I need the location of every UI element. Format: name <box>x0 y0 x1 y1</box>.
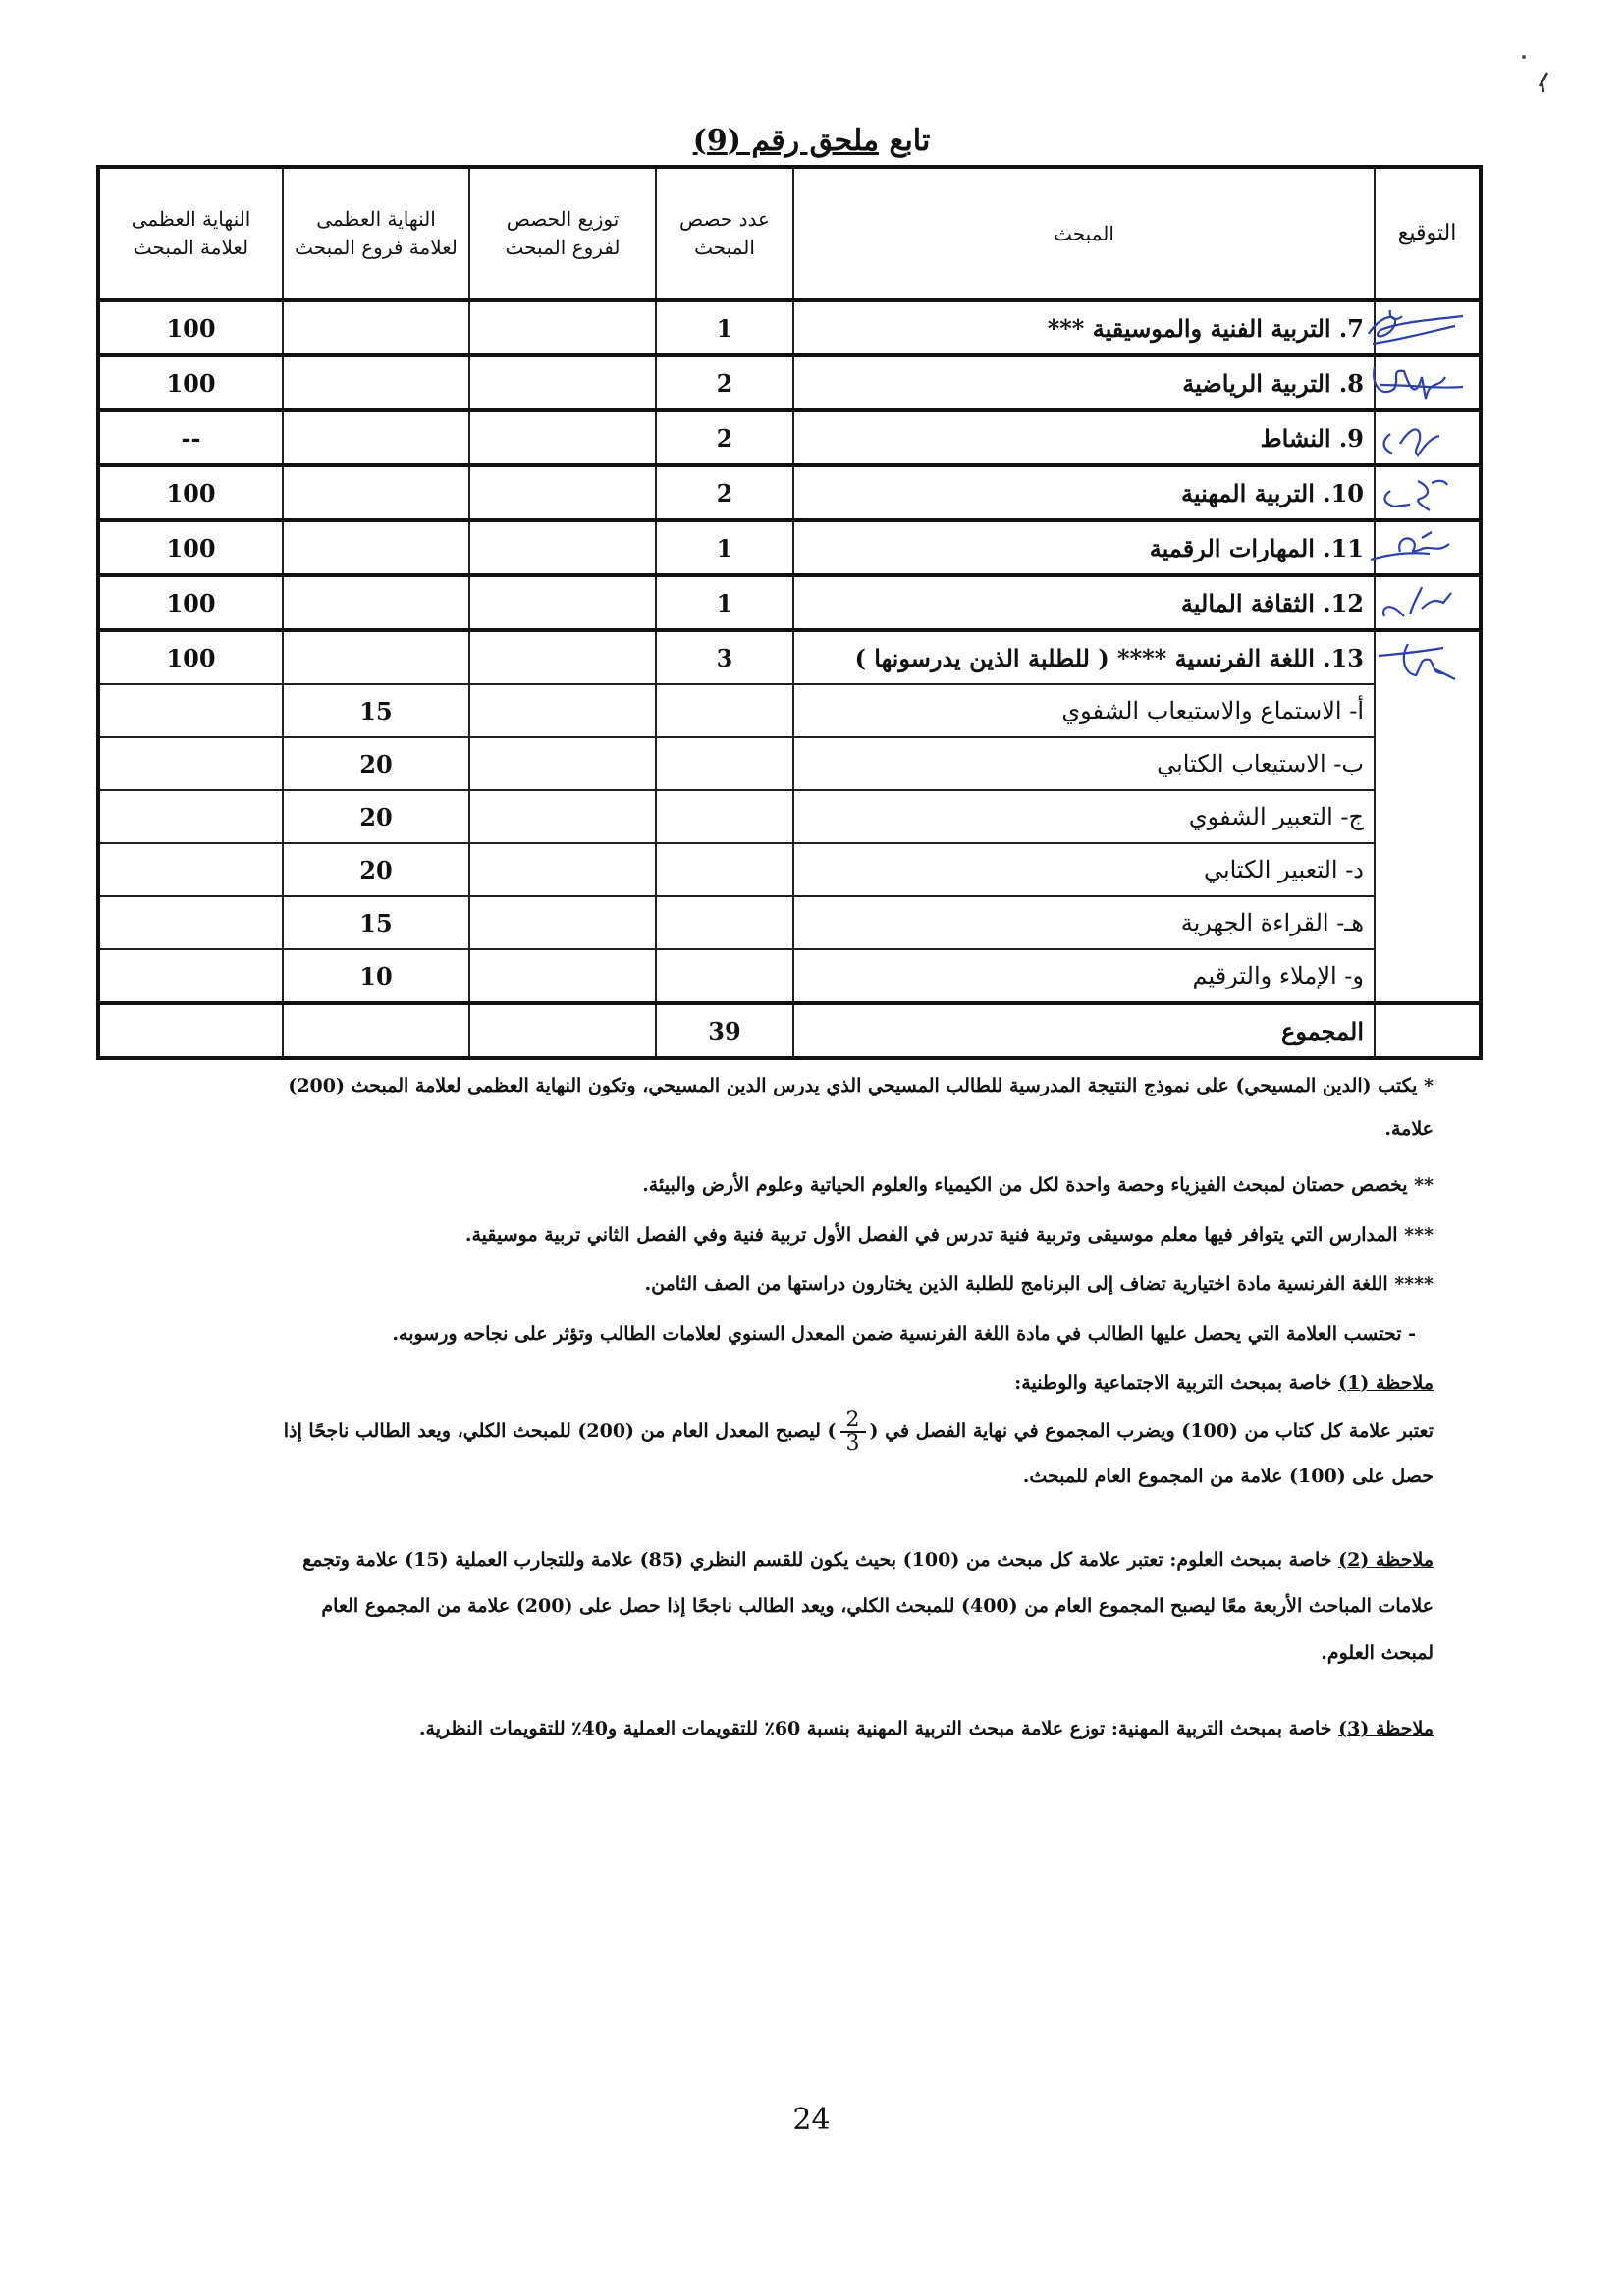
curriculum-table <box>96 165 1483 1060</box>
branch-max-value: 15 <box>283 896 469 949</box>
table-row <box>98 410 1481 465</box>
periods-cell <box>656 949 793 1003</box>
distribution-cell <box>469 300 656 355</box>
remark-3-label: ملاحظة (3) <box>1338 1718 1434 1740</box>
signature-icon <box>1361 524 1469 571</box>
distribution-cell <box>469 790 656 843</box>
remark-3 <box>275 1714 1434 1743</box>
signature-cell <box>1375 520 1481 575</box>
table-row <box>98 843 1481 896</box>
signature-icon <box>1361 469 1469 516</box>
footnote-5: - تحتسب العلامة التي يحصل عليها الطالب في مادة اللغة الفرنسية ضمن المعدل السنوي لعلامات الطالب وتؤثر على نجاحه ورسوبه. <box>392 1322 1416 1345</box>
header-row <box>98 167 1481 300</box>
signature-cell <box>1375 410 1481 465</box>
subject-max-value: 100 <box>98 575 283 630</box>
table-row <box>98 896 1481 949</box>
remark-1-text-a: تعتبر علامة كل كتاب من (100) ويضرب المجموع في نهاية الفصل في ( <box>869 1420 1434 1443</box>
footnote-4: **** اللغة الفرنسية مادة اختيارية تضاف إلى البرنامج للطلبة الذين يختارون دراستها من الصف الثامن. <box>644 1273 1434 1296</box>
header-subject-max: النهاية العظمى لعلامة المبحث <box>98 167 283 300</box>
branch-max-value: 10 <box>283 949 469 1003</box>
header-subject: المبحث <box>793 167 1375 300</box>
periods-cell <box>656 843 793 896</box>
subject-name: 11. المهارات الرقمية <box>793 520 1375 575</box>
periods-cell <box>656 790 793 843</box>
remark-1-text <box>275 1410 1434 1500</box>
table-row <box>98 300 1481 355</box>
periods-value: 1 <box>656 575 793 630</box>
distribution-cell <box>469 355 656 410</box>
subject-name: 12. الثقافة المالية <box>793 575 1375 630</box>
header-distribution: توزيع الحصص لفروع المبحث <box>469 167 656 300</box>
table-row <box>98 790 1481 843</box>
distribution-cell <box>469 1003 656 1058</box>
footnote-2: ** يخصص حصتان لمبحث الفيزياء وحصة واحدة لكل من الكيمياء والعلوم الحياتية وعلوم الأرض والبيئة. <box>642 1174 1434 1197</box>
branch-name: هـ- القراءة الجهرية <box>793 896 1375 949</box>
branch-name: ج- التعبير الشفوي <box>793 790 1375 843</box>
header-signature: التوقيع <box>1375 167 1481 300</box>
subject-max-value: -- <box>98 410 283 465</box>
distribution-cell <box>469 465 656 520</box>
table-row <box>98 684 1481 737</box>
branch-max-value: 20 <box>283 843 469 896</box>
branch-name: أ- الاستماع والاستيعاب الشفوي <box>793 684 1375 737</box>
branch-max-value: 20 <box>283 790 469 843</box>
header-branch-max: النهاية العظمى لعلامة فروع المبحث <box>283 167 469 300</box>
periods-cell <box>656 737 793 790</box>
table-row <box>98 520 1481 575</box>
signature-cell <box>1375 300 1481 355</box>
signature-icon <box>1361 359 1469 406</box>
title-main: ملحق رقم (9) <box>692 124 880 158</box>
subject-max-cell <box>98 737 283 790</box>
remark-2-label: ملاحظة (2) <box>1338 1548 1434 1571</box>
signature-cell <box>1375 355 1481 410</box>
subject-max-cell <box>98 896 283 949</box>
signature-icon <box>1361 304 1469 351</box>
page-title <box>0 124 1623 158</box>
subject-name: 8. التربية الرياضية <box>793 355 1375 410</box>
distribution-cell <box>469 575 656 630</box>
distribution-cell <box>469 737 656 790</box>
subject-name: 13. اللغة الفرنسية **** ( للطلبة الذين يدرسونها ) <box>793 630 1375 684</box>
signature-cell <box>1375 575 1481 630</box>
subject-max-cell <box>98 949 283 1003</box>
table-row <box>98 949 1481 1003</box>
branch-max-cell <box>283 1003 469 1058</box>
table-row <box>98 630 1481 684</box>
subject-name: 9. النشاط <box>793 410 1375 465</box>
signature-icon <box>1361 414 1469 461</box>
branch-max-cell <box>283 630 469 684</box>
table-row <box>98 737 1481 790</box>
subject-max-value: 100 <box>98 630 283 684</box>
periods-value: 1 <box>656 300 793 355</box>
remark-2 <box>275 1537 1434 1678</box>
periods-value: 1 <box>656 520 793 575</box>
signature-cell <box>1375 465 1481 520</box>
periods-cell <box>656 684 793 737</box>
remark-1-heading <box>275 1368 1434 1398</box>
branch-max-cell <box>283 520 469 575</box>
subject-max-cell <box>98 790 283 843</box>
distribution-cell <box>469 684 656 737</box>
subject-max-cell <box>98 1003 283 1058</box>
title-prefix: تابع <box>889 124 931 158</box>
table-row <box>98 575 1481 630</box>
scan-speck-icon <box>1512 51 1571 110</box>
fraction-denominator: 3 <box>845 1431 860 1457</box>
fraction-numerator: 2 <box>840 1410 866 1433</box>
distribution-cell <box>469 630 656 684</box>
remark-2-text: خاصة بمبحث العلوم: تعتبر علامة كل مبحث من (100) بحيث يكون للقسم النظري (85) علامة وللتجارب العملية (15) علامة وتجمع علامات المباحث الأربعة معًا ليصبح المجموع العام من (400) للمبحث الكلي، ويعد الطالب ناجحًا إذا حصل على (200) علامة من المجموع العام لمبحث العلوم. <box>302 1548 1434 1664</box>
page-number: 24 <box>792 2103 831 2137</box>
branch-max-cell <box>283 355 469 410</box>
footnotes <box>275 1065 1434 1764</box>
periods-value: 3 <box>656 630 793 684</box>
branch-name: د- التعبير الكتابي <box>793 843 1375 896</box>
footnote-1: * يكتب (الدين المسيحي) على نموذج النتيجة المدرسية للطالب المسيحي الذي يدرس الدين المسيحي، وتكون النهاية العظمى لعلامة المبحث (200) علامة. <box>288 1075 1434 1140</box>
footnote-3: *** المدارس التي يتوافر فيها معلم موسيقى وتربية فنية تدرس في الفصل الأول تربية فنية وفي الفصل الثاني تربية موسيقية. <box>464 1223 1434 1246</box>
distribution-cell <box>469 410 656 465</box>
periods-value: 2 <box>656 355 793 410</box>
branch-max-value: 15 <box>283 684 469 737</box>
subject-max-value: 100 <box>98 465 283 520</box>
signature-cell <box>1375 1003 1481 1058</box>
distribution-cell <box>469 896 656 949</box>
branch-max-cell <box>283 410 469 465</box>
remark-1-label: ملاحظة (1) <box>1338 1371 1434 1394</box>
signature-icon <box>1361 636 1469 683</box>
signature-icon <box>1361 579 1469 626</box>
subject-name: 10. التربية المهنية <box>793 465 1375 520</box>
branch-name: و- الإملاء والترقيم <box>793 949 1375 1003</box>
table-row <box>98 465 1481 520</box>
distribution-cell <box>469 949 656 1003</box>
remark-1-text-b: ) ليصبح المعدل العام من (200) للمبحث الكلي، ويعد الطالب ناجحًا إذا حصل على (100) علامة من المجموع العام للمبحث. <box>283 1420 1434 1488</box>
periods-value: 2 <box>656 465 793 520</box>
remark-1-title: خاصة بمبحث التربية الاجتماعية والوطنية: <box>1014 1371 1339 1394</box>
total-row <box>98 1003 1481 1058</box>
periods-cell <box>656 896 793 949</box>
table-row <box>98 355 1481 410</box>
subject-max-value: 100 <box>98 300 283 355</box>
fraction <box>840 1410 866 1455</box>
branch-max-cell <box>283 465 469 520</box>
distribution-cell <box>469 520 656 575</box>
branch-max-value: 20 <box>283 737 469 790</box>
signature-cell <box>1375 630 1481 1003</box>
periods-value: 2 <box>656 410 793 465</box>
subject-max-value: 100 <box>98 520 283 575</box>
remark-3-text: خاصة بمبحث التربية المهنية: توزع علامة مبحث التربية المهنية بنسبة 60٪ للتقويمات العملية و40٪ للتقويمات النظرية. <box>418 1718 1339 1740</box>
total-periods: 39 <box>656 1003 793 1058</box>
branch-name: ب- الاستيعاب الكتابي <box>793 737 1375 790</box>
branch-max-cell <box>283 300 469 355</box>
subject-max-cell <box>98 684 283 737</box>
subject-max-value: 100 <box>98 355 283 410</box>
total-label: المجموع <box>793 1003 1375 1058</box>
header-periods: عدد حصص المبحث <box>656 167 793 300</box>
branch-max-cell <box>283 575 469 630</box>
subject-max-cell <box>98 843 283 896</box>
subject-name: 7. التربية الفنية والموسيقية *** <box>793 300 1375 355</box>
distribution-cell <box>469 843 656 896</box>
